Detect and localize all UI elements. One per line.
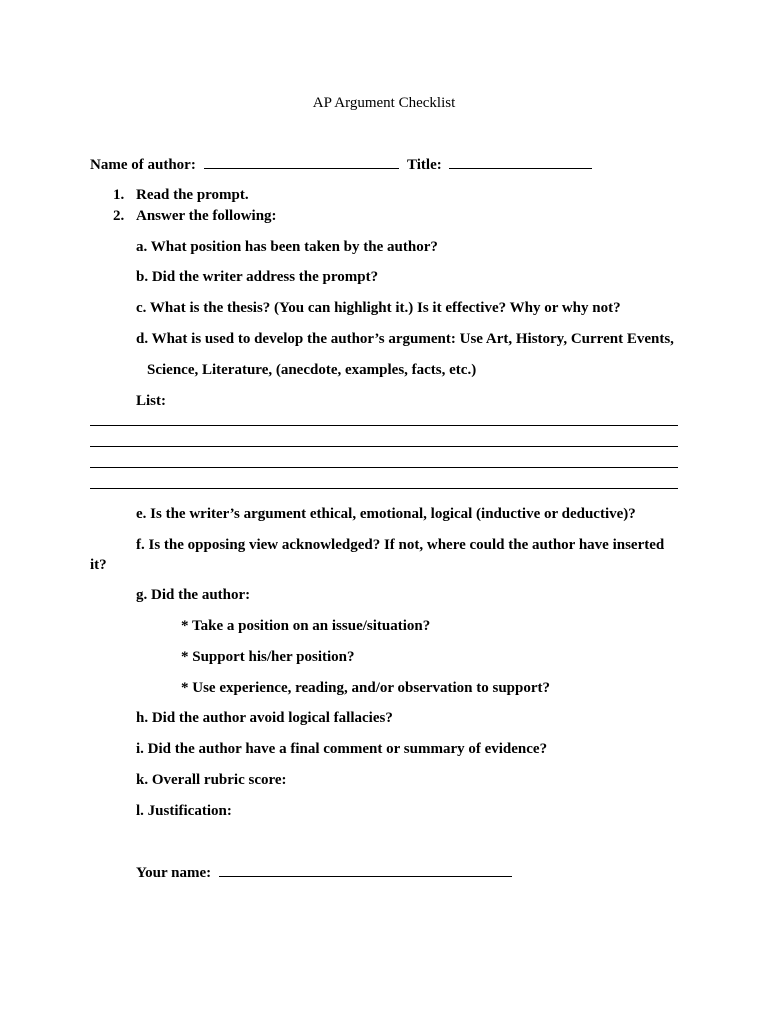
answer-line[interactable] [90,446,678,447]
answer-line[interactable] [90,425,678,426]
question-i: i. Did the author have a final comment or summary of evidence? [136,741,548,757]
question-f-line1: f. Is the opposing view acknowledged? If not, where could the author have inserted [136,537,665,553]
step-text: Read the prompt. [136,187,249,203]
question-k: k. Overall rubric score: [136,772,287,788]
your-name-row [136,863,512,882]
question-b: b. Did the writer address the prompt? [136,269,379,285]
your-name-blank[interactable] [219,863,512,877]
your-name-label: Your name: [136,865,212,881]
title-field-row [407,155,592,174]
question-d-line1: d. What is used to develop the author’s argument: Use Art, History, Current Events, [136,331,674,347]
question-g: g. Did the author: [136,587,251,603]
question-f-line2: it? [90,557,107,573]
step-number: 2. [113,208,125,224]
g-bullet-item: * Support his/her position? [181,649,355,665]
author-label: Name of author: [90,157,196,173]
question-a: a. What position has been taken by the author? [136,239,438,255]
author-blank[interactable] [204,155,399,169]
title-label: Title: [407,157,442,173]
question-d-line2: Science, Literature, (anecdote, examples, facts, etc.) [147,362,477,378]
answer-line[interactable] [90,467,678,468]
answer-line[interactable] [90,488,678,489]
step-text: Answer the following: [136,208,277,224]
question-h: h. Did the author avoid logical fallacies? [136,710,393,726]
author-field-row [90,155,399,174]
question-l: l. Justification: [136,803,232,819]
list-label: List: [136,393,166,409]
question-e: e. Is the writer’s argument ethical, emotional, logical (inductive or deductive)? [136,506,636,522]
question-c: c. What is the thesis? (You can highlight it.) Is it effective? Why or why not? [136,300,621,316]
g-bullet-item: * Take a position on an issue/situation? [181,618,431,634]
title-blank[interactable] [449,155,592,169]
g-bullet-item: * Use experience, reading, and/or observation to support? [181,680,551,696]
page-title: AP Argument Checklist [312,95,456,111]
step-number: 1. [113,187,125,203]
